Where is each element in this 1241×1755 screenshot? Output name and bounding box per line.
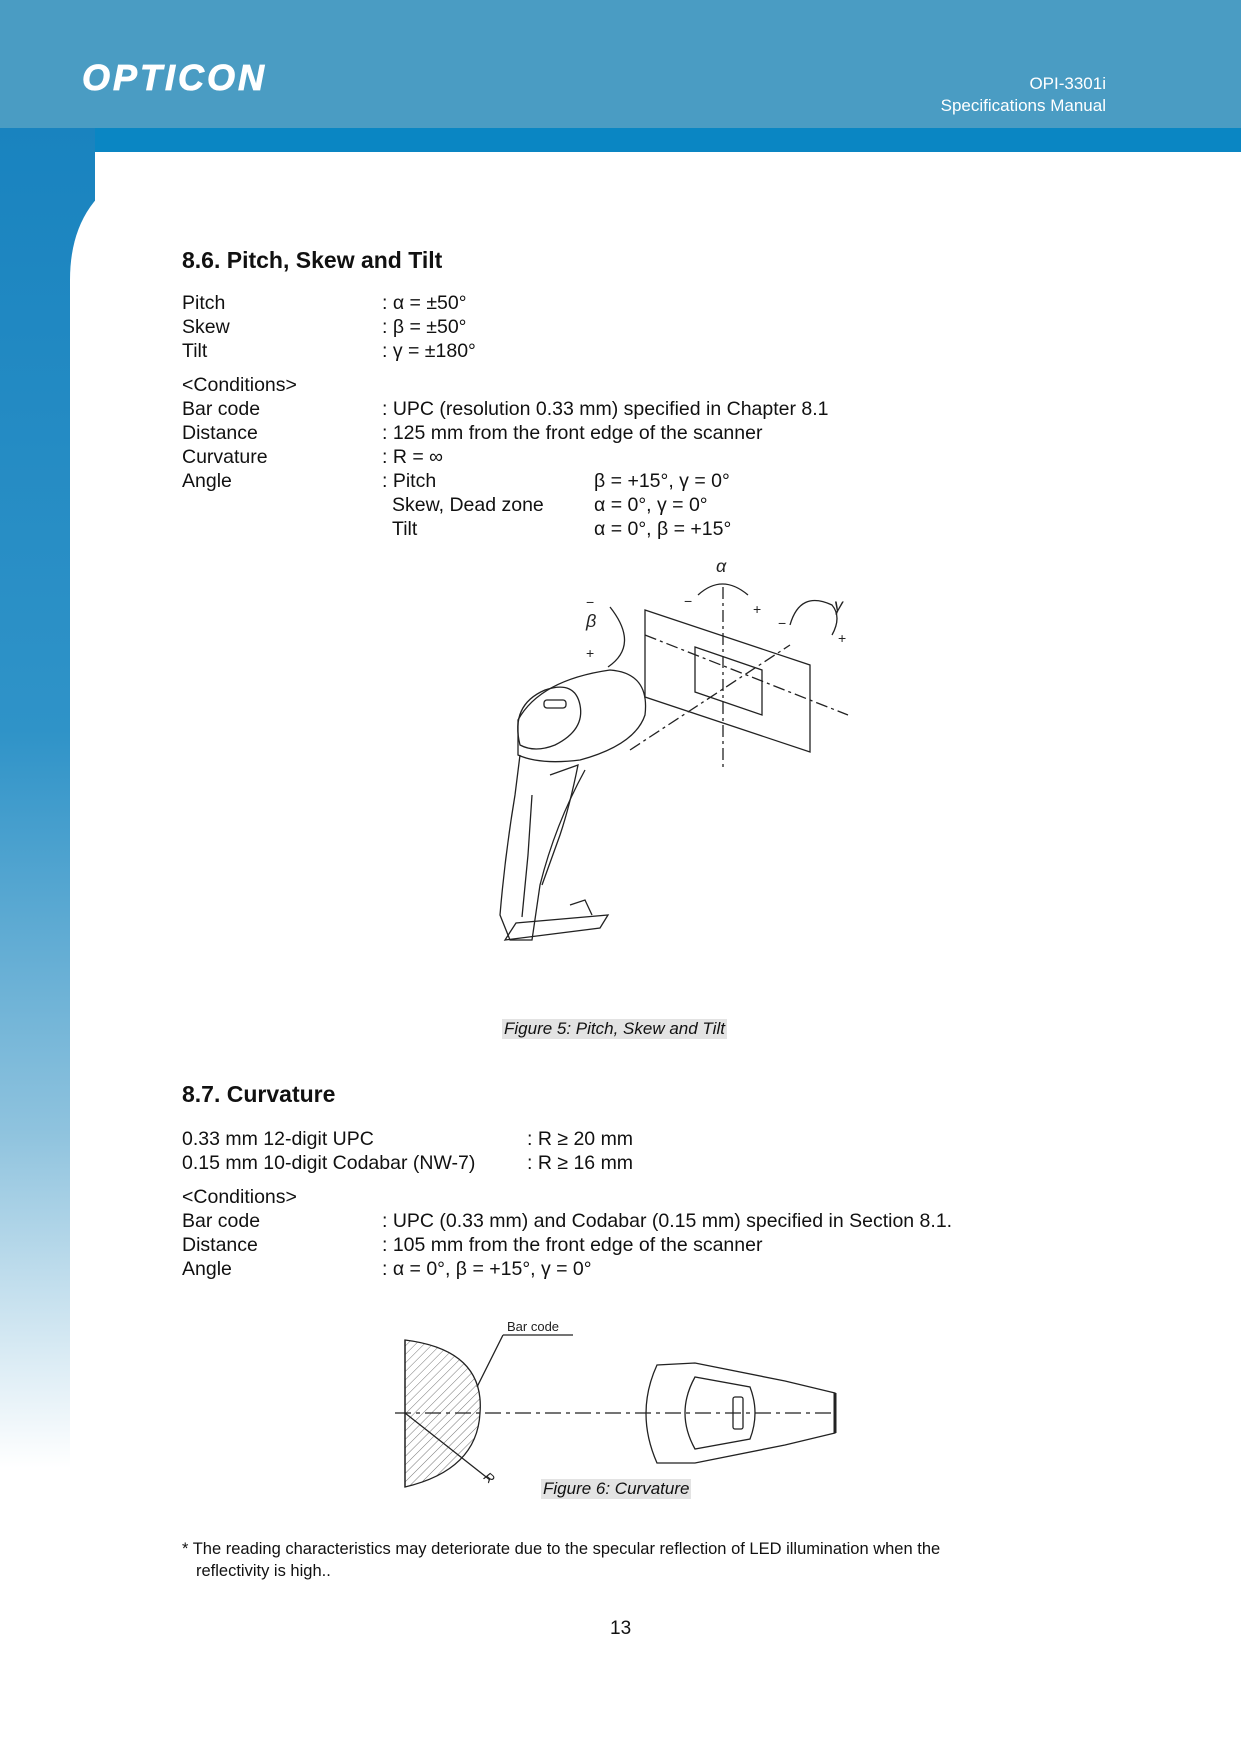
angle-value: β = +15°, γ = 0°: [594, 470, 730, 492]
trigger-line: [542, 765, 578, 885]
scanner-base: [505, 915, 608, 940]
condition-label: Bar code: [182, 398, 261, 420]
barcode-label: Bar code: [507, 1319, 560, 1334]
condition-label: Bar code: [182, 1210, 261, 1232]
footnote-line-1: * The reading characteristics may deteriorate due to the specular reflection of LED illumination when the: [182, 1540, 941, 1558]
condition-label: Distance: [182, 422, 258, 444]
condition-label: Distance: [182, 1234, 258, 1256]
gamma-arc: [790, 601, 837, 636]
figure-6-caption: Figure 6: Curvature: [543, 1479, 690, 1498]
gamma-plus: +: [838, 630, 847, 646]
logo-text: OPTICON: [82, 60, 268, 96]
page-number: 13: [610, 1618, 632, 1639]
target-plane: [645, 610, 810, 752]
condition-label: Curvature: [182, 446, 268, 468]
section-87-title: 8.7. Curvature: [182, 1081, 336, 1107]
angle-value: α = 0°, β = +15°: [594, 518, 732, 540]
angle-name: : Pitch: [382, 470, 437, 492]
angle-name: Tilt: [392, 518, 418, 540]
spec-label: 0.33 mm 12-digit UPC: [182, 1128, 374, 1150]
alpha-label: α: [716, 556, 727, 576]
beta-plus: +: [586, 645, 595, 661]
figure-curvature: [395, 1305, 855, 1490]
gamma-label: γ: [834, 595, 843, 615]
opticon-logo: [80, 60, 390, 96]
conditions-heading: <Conditions>: [182, 1186, 297, 1208]
angle-label: Angle: [182, 470, 232, 492]
section-86-title: 8.6. Pitch, Skew and Tilt: [182, 247, 443, 273]
scanner-top-window: [518, 687, 581, 749]
alpha-plus: +: [753, 601, 762, 617]
cable-exit: [570, 900, 592, 915]
spec-value: : β = ±50°: [382, 316, 467, 338]
spec-label: 0.15 mm 10-digit Codabar (NW-7): [182, 1152, 476, 1174]
condition-value: : UPC (resolution 0.33 mm) specified in Chapter 8.1: [382, 398, 829, 420]
angle-value: α = 0°, γ = 0°: [594, 494, 708, 516]
condition-value: : 125 mm from the front edge of the scanner: [382, 422, 763, 444]
footnote: [182, 1538, 1082, 1582]
scanner-handle: [500, 755, 585, 940]
gamma-minus: −: [778, 615, 787, 631]
footnote-line-2: reflectivity is high..: [196, 1562, 331, 1580]
condition-value: : α = 0°, β = +15°, γ = 0°: [382, 1258, 592, 1280]
barcode-rect: [695, 647, 762, 715]
spec-value: : γ = ±180°: [382, 340, 476, 362]
figure-5-caption: Figure 5: Pitch, Skew and Tilt: [504, 1019, 725, 1038]
spec-value: : α = ±50°: [382, 292, 467, 314]
condition-label: Angle: [182, 1258, 232, 1280]
condition-value: : UPC (0.33 mm) and Codabar (0.15 mm) specified in Section 8.1.: [382, 1210, 953, 1232]
radius-label: R: [480, 1469, 498, 1487]
beta-arc: [608, 607, 625, 667]
spec-value: : R ≥ 20 mm: [527, 1128, 634, 1150]
horizontal-axis: [645, 635, 848, 715]
conditions-heading: <Conditions>: [182, 374, 297, 396]
doc-type: Specifications Manual: [940, 96, 1106, 115]
spec-label: Skew: [182, 316, 230, 338]
barcode-leader: [477, 1335, 503, 1387]
spec-value: : R ≥ 16 mm: [527, 1152, 634, 1174]
scanner-led-window: [544, 700, 566, 708]
scanner-head: [518, 670, 646, 762]
spec-label: Tilt: [182, 340, 208, 362]
beta-minus: −: [586, 594, 595, 610]
angle-name: Skew, Dead zone: [392, 494, 544, 516]
doc-id: OPI-3301i: [1029, 74, 1106, 93]
condition-value: : R = ∞: [382, 446, 444, 468]
handle-line: [522, 795, 532, 917]
beta-label: β: [586, 611, 597, 631]
condition-value: : 105 mm from the front edge of the scanner: [382, 1234, 763, 1256]
spec-label: Pitch: [182, 292, 226, 314]
alpha-minus: −: [684, 593, 693, 609]
figure-pitch-skew-tilt: [460, 555, 860, 1000]
